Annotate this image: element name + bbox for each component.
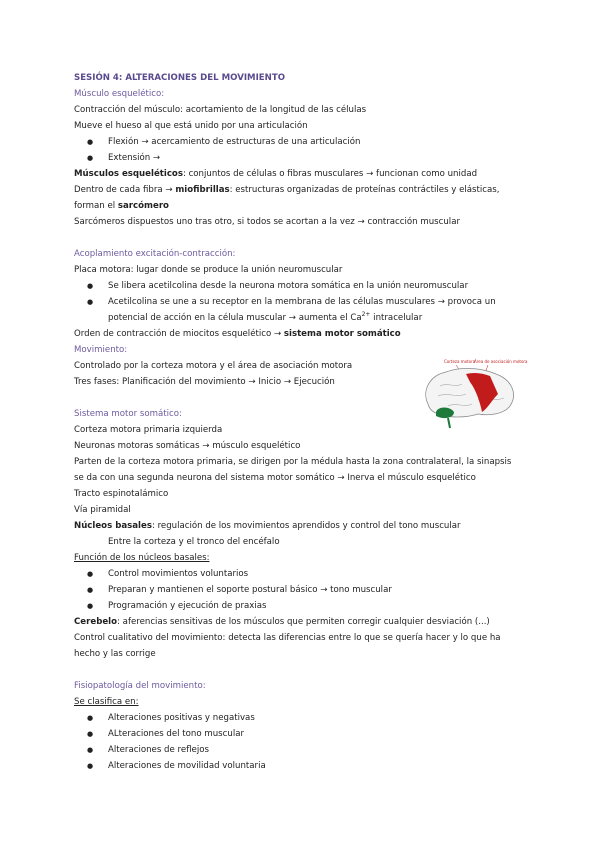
section-heading-musculo: Músculo esquelético: [74, 89, 165, 99]
list-item: ● Extensión → [74, 150, 544, 166]
text-span: Orden de contracción de miocitos esquelético → [74, 329, 284, 339]
text-span: intracelular [370, 313, 423, 323]
brain-figure [418, 356, 536, 432]
figure-label-motor-cortex: Corteza motora [444, 359, 476, 364]
text-line-indented: Entre la corteza y el tronco del encéfalo [108, 537, 280, 547]
underlined-text: Se clasifica en: [74, 697, 139, 707]
list-item: ● Alteraciones de reflejos [74, 742, 544, 758]
list-item: ● Alteraciones de movilidad voluntaria [74, 758, 544, 774]
text-line [74, 326, 544, 342]
figure-label-association-area: Área de asociación motora [474, 359, 528, 364]
text-line [74, 166, 544, 182]
bold-term: Núcleos basales [74, 521, 152, 531]
bold-term: Cerebelo [74, 617, 118, 627]
document-title: SESIÓN 4: ALTERACIONES DEL MOVIMIENTO [74, 73, 286, 83]
text-line: Mueve el hueso al que está unido por una articulación [74, 121, 308, 131]
text-line [74, 182, 544, 198]
text-line: Neuronas motoras somáticas → músculo esquelético [74, 441, 301, 451]
text-line: Tracto espinotalámico [74, 489, 169, 499]
bold-term: miofibrillas [175, 185, 230, 195]
text-line [74, 518, 544, 534]
underlined-text: Función de los núcleos basales: [74, 553, 210, 563]
list-item: ● Programación y ejecución de praxias [74, 598, 544, 614]
text-line: Tres fases: Planificación del movimiento → Inicio → Ejecución [74, 377, 335, 387]
bold-term: Músculos esqueléticos [74, 169, 183, 179]
text-line: Contracción del músculo: acortamiento de la longitud de las células [74, 105, 367, 115]
list-item: ● Control movimientos voluntarios [74, 566, 544, 582]
text-line: hecho y las corrige [74, 649, 156, 659]
superscript: 2+ [361, 311, 371, 319]
text-line: Corteza motora primaria izquierda [74, 425, 223, 435]
section-heading-acoplamiento: Acoplamiento excitación-contracción: [74, 249, 236, 259]
text-line: Placa motora: lugar donde se produce la unión neuromuscular [74, 265, 343, 275]
bullet-list [74, 566, 544, 614]
bold-term: sistema motor somático [283, 329, 401, 339]
bullet-list [74, 134, 544, 166]
text-span [108, 310, 544, 326]
section-heading-movimiento: Movimiento: [74, 345, 128, 355]
bullet-list [74, 278, 544, 326]
section-heading-sistema-motor: Sistema motor somático: [74, 409, 182, 419]
list-item [74, 294, 544, 326]
text-line [74, 694, 544, 710]
text-line: Control cualitativo del movimiento: detecta las diferencias entre lo que se quería hacer y lo que ha [74, 633, 501, 643]
text-span: : conjuntos de células o fibras musculares → funcionan como unidad [182, 169, 478, 179]
section-heading-fisiopatologia: Fisiopatología del movimiento: [74, 681, 206, 691]
text-line [74, 198, 544, 214]
text-line [74, 614, 544, 630]
text-span: forman el [74, 201, 118, 211]
list-item: ● Se libera acetilcolina desde la neurona motora somática en la unión neuromuscular [74, 278, 544, 294]
list-item: ● Flexión → acercamiento de estructuras de una articulación [74, 134, 544, 150]
list-item: ● ALteraciones del tono muscular [74, 726, 544, 742]
text-span: Dentro de cada fibra → [74, 185, 176, 195]
text-span: potencial de acción en la célula muscular → aumenta el Ca [108, 313, 362, 323]
list-item: ● Alteraciones positivas y negativas [74, 710, 544, 726]
text-line: Parten de la corteza motora primaria, se dirigen por la médula hasta la zona contralateral, la sinapsis [74, 457, 512, 467]
text-line [74, 550, 544, 566]
text-span: : estructuras organizadas de proteínas contráctiles y elásticas, [229, 185, 500, 195]
text-span: : regulación de los movimientos aprendidos y control del tono muscular [151, 521, 461, 531]
bold-term: sarcómero [117, 201, 169, 211]
bullet-list [74, 710, 544, 774]
text-line: Controlado por la corteza motora y el área de asociación motora [74, 361, 353, 371]
text-line: Vía piramidal [74, 505, 131, 515]
text-span: ● Acetilcolina se une a su receptor en la membrana de las células musculares → provoca un [108, 297, 496, 307]
text-line: Sarcómeros dispuestos uno tras otro, si todos se acortan a la vez → contracción muscular [74, 217, 460, 227]
list-item: ● Preparan y mantienen el soporte postural básico → tono muscular [74, 582, 544, 598]
text-line: se da con una segunda neurona del sistema motor somático → Inerva el músculo esquelético [74, 473, 476, 483]
text-span: : aferencias sensitivas de los músculos que permiten corregir cualquier desviación (...) [117, 617, 490, 627]
